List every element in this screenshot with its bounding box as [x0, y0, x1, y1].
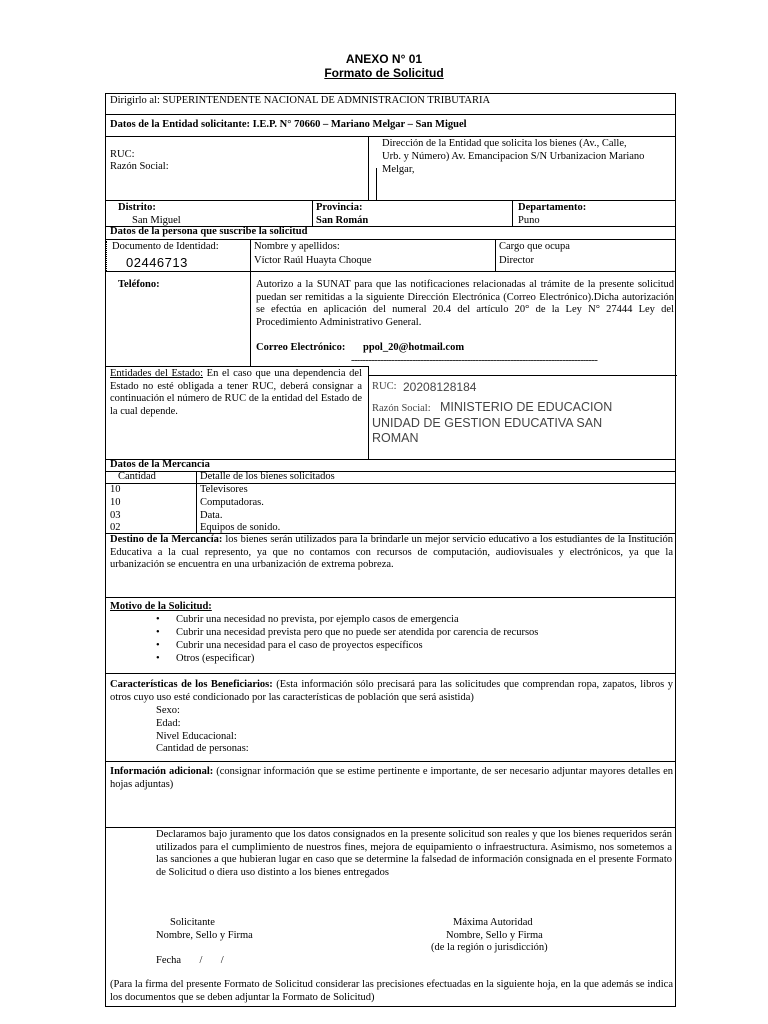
motive-item: • Cubrir una necesidad prevista pero que no puede ser atendida por carencia de recursos [156, 627, 539, 638]
merch-qty-2: 03 [110, 510, 121, 521]
cargo-label: Cargo que ocupa [499, 241, 570, 252]
email-label: Correo Electrónico: [256, 342, 346, 353]
merchandise-heading: Datos de la Mercancía [110, 459, 210, 470]
cargo-value: Director [499, 255, 534, 266]
district-value: San Miguel [132, 215, 181, 226]
merch-qty-3: 02 [110, 522, 121, 533]
beneficiary-field-education: Nivel Educacional: [156, 731, 237, 742]
doc-id-label: Documento de Identidad: [112, 241, 219, 252]
merch-col-qty: Cantidad [118, 471, 156, 482]
motive-item: • Cubrir una necesidad para el caso de proyectos específicos [156, 640, 423, 651]
request-form [105, 93, 676, 1007]
entity-heading: Datos de la Entidad solicitante: I.E.P. N° 70660 – Mariano Melgar – San Miguel [110, 119, 467, 130]
beneficiaries-text: (Esta información sólo precisará para las solicitudes que comprendan ropa, zapatos, libros y otros cuyo uso esté condicionado por las características de población que será asistida) [110, 679, 673, 703]
merch-detail-0: Televisores [200, 484, 248, 495]
merch-detail-1: Computadoras. [200, 497, 264, 508]
province-value: San Román [316, 215, 369, 226]
doc-id-value: 02446713 [126, 255, 188, 270]
merch-qty-0: 10 [110, 484, 121, 495]
entity-address-line1: Dirección de la Entidad que solicita los bienes (Av., Calle, [382, 138, 627, 149]
additional-info-paragraph [110, 766, 673, 791]
department-label: Departamento: [518, 202, 587, 213]
motive-item: • Otros (especificar) [156, 653, 255, 664]
merch-col-detail: Detalle de los bienes solicitados [200, 471, 335, 482]
motive-label: Motivo de la Solicitud: [110, 601, 212, 612]
sworn-declaration: Declaramos bajo juramento que los datos consignados en la presente solicitud son reales y que los bienes requeridos serán utilizados para el cumplimiento de nuestros fines, mejora de equipamiento o infraestructura. Asimismo, nos sometemos a las sanciones a que hubieran lugar en caso que se determine la falsedad de información consignada en el presente Formato de Solicitud o diera uso distinto a los bienes entregados [156, 829, 672, 878]
motive-list [156, 614, 538, 666]
applicant-title: Solicitante [170, 917, 215, 928]
state-razon-label: Razón Social: [372, 403, 431, 414]
state-ruc-value: 20208128184 [403, 380, 477, 394]
state-ruc-label: RUC: [372, 381, 397, 392]
merch-qty-1: 10 [110, 497, 121, 508]
footnote: (Para la firma del presente Formato de Solicitud considerar las precisiones efectuadas en la siguiente hoja, en la que además se indica los documentos que se deben adjuntar la Formato de Solicitud) [110, 979, 673, 1003]
merch-detail-3: Equipos de sonido. [200, 522, 281, 533]
district-label: Distrito: [118, 202, 156, 213]
state-razon-line3: ROMAN [372, 431, 419, 445]
department-value: Puno [518, 215, 540, 226]
sunat-authorization: Autorizo a la SUNAT para que las notificaciones relacionadas al trámite de la presente solicitud puedan ser remitidas a la siguiente Dirección Electrónica (Correo Electrónico).Dicha autorización se efectúa en aplicación del numeral 20.4 del artículo 20° de la Ley N° 27444 Ley del Procedimiento Administrativo General. [256, 279, 674, 328]
beneficiary-field-age: Edad: [156, 718, 181, 729]
state-entities-label: Entidades del Estado: [110, 368, 204, 379]
authority-jurisdiction: (de la región o jurisdicción) [431, 942, 548, 953]
beneficiaries-label: Características de los Beneficiarios: [110, 679, 273, 690]
state-entities-note [110, 368, 362, 418]
entity-address-line3: Melgar, [382, 164, 415, 175]
date-line: Fecha / / [156, 955, 224, 966]
state-entities-text: En el caso que una dependencia del Estado no esté obligada a tener RUC, deberá consignar a continuación el número de RUC de la entidad del Estado de la cual depende. [110, 368, 362, 417]
signer-heading: Datos de la persona que suscribe la solicitud [110, 226, 308, 237]
motive-item: • Cubrir una necesidad no prevista, por ejemplo casos de emergencia [156, 614, 459, 625]
merch-detail-2: Data. [200, 510, 223, 521]
addressee-line: Dirigirlo al: SUPERINTENDENTE NACIONAL DE ADMNISTRACION TRIBUTARIA [110, 95, 491, 106]
destination-text: los bienes serán utilizados para la brindarle un mejor servicio educativo a los estudiantes de la Institución Educativa a la cual represento, ya que no contamos con recursos de computación, audiovisuales y electrónicos, ya que la urbanización se encuentra en una urbanización de extrema pobreza. [110, 534, 673, 571]
applicant-signature-label: Nombre, Sello y Firma [156, 930, 253, 941]
email-value: ppol_20@hotmail.com [363, 342, 465, 353]
authority-title: Máxima Autoridad [453, 917, 533, 928]
beneficiaries-paragraph [110, 679, 673, 704]
entity-razon-label: Razón Social: [110, 161, 169, 172]
province-label: Provincia: [316, 202, 363, 213]
destination-paragraph [110, 534, 673, 572]
beneficiary-field-count: Cantidad de personas: [156, 743, 249, 754]
annex-number: ANEXO N° 01 [345, 52, 423, 66]
form-title: Formato de Solicitud [324, 66, 444, 80]
signer-name-label: Nombre y apellidos: [254, 241, 340, 252]
signer-name-value: Víctor Raúl Huayta Choque [254, 255, 372, 266]
authority-signature-label: Nombre, Sello y Firma [446, 930, 543, 941]
beneficiary-field-sex: Sexo: [156, 705, 180, 716]
destination-label: Destino de la Mercancía: [110, 534, 223, 545]
phone-label: Teléfono: [118, 279, 160, 290]
state-razon-line1: MINISTERIO DE EDUCACION [440, 400, 613, 414]
entity-address-line2: Urb. y Número) Av. Emancipacion S/N Urbanizacion Mariano [382, 151, 645, 162]
entity-ruc-label: RUC: [110, 149, 135, 160]
state-razon-line2: UNIDAD DE GESTION EDUCATIVA SAN [372, 416, 603, 430]
dashed-separator: ------------------------------------------------------------------------------------- [351, 355, 598, 366]
additional-info-text: (consignar información que se estime pertinente e importante, de ser necesario adjuntar mayores detalles en hojas adjuntas) [110, 766, 673, 790]
additional-info-label: Información adicional: [110, 766, 214, 777]
